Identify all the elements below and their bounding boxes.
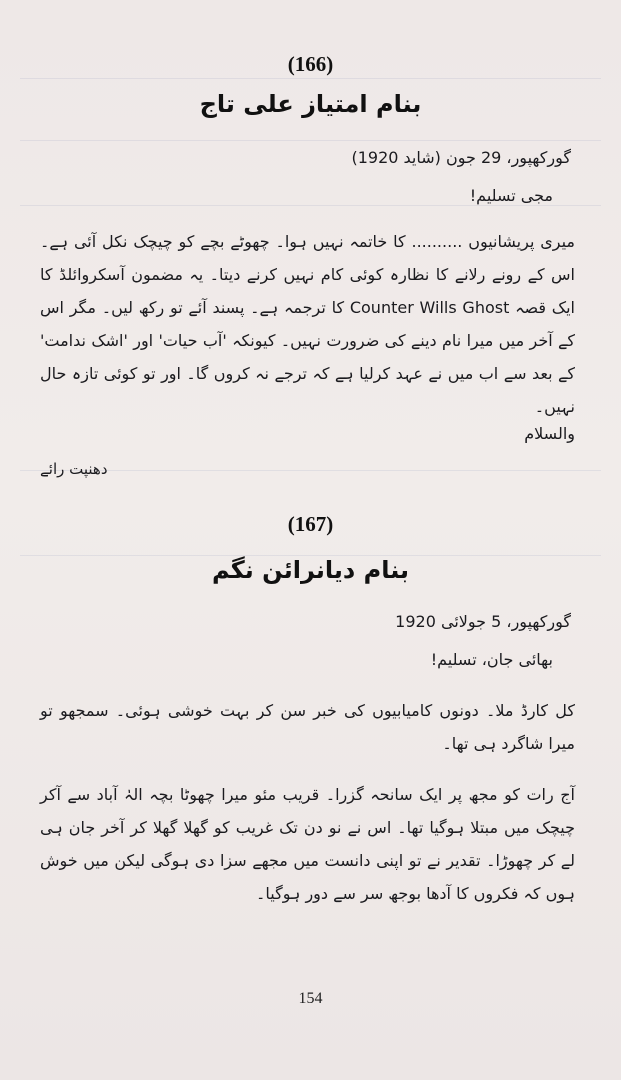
show-through-line xyxy=(20,140,601,142)
letter-number: (167) xyxy=(287,512,334,536)
letter-body xyxy=(40,778,575,910)
place-date: گورکھپور، 29 جون (شاید 1920) xyxy=(351,148,571,167)
place-date: گورکھپور، 5 جولائی 1920 xyxy=(395,612,571,631)
page-number: 154 xyxy=(298,990,323,1007)
show-through-line xyxy=(20,78,601,80)
salutation: بھائی جان، تسلیم! xyxy=(430,650,553,669)
paragraph: میری پریشانیوں .......... کا خاتمہ نہیں ہوا۔ چھوٹے بچے کو چیچک نکل آئی ہے۔ اس کے رونے رلانے کا نظارہ کوئی کام نہیں کرنے دیتا۔ یہ مضمون آسکروائلڈ کا ایک قصہ Counter Wills Ghost کا ترجمہ ہے۔ پسند آئے تو رکھ لیں۔ مگر اس کے آخر میں میرا نام دینے کی ضرورت نہیں۔ کیونکہ 'آب حیات' اور 'اشک ندامت' کے بعد سے اب میں نے عہد کرلیا ہے کہ ترجے نہ کروں گا۔ اور تو کوئی تازہ حال نہیں۔ xyxy=(40,232,576,416)
paragraph: آج رات کو مجھ پر ایک سانحہ گزرا۔ قریب مئو میرا چھوٹا بچہ الہٰ آباد سے آکر چیچک میں مبتلا ہوگیا تھا۔ اس نے نو دن تک غریب کو گھلا گھلا کر آخر جان ہی لے کر چھوڑا۔ تقدیر نے تو اپنی دانست میں مجھے سزا دی ہوگی لیکن میں خوش ہوں کہ فکروں کا آدھا بوجھ سر سے دور ہوگیا۔ xyxy=(40,785,575,903)
paragraph: کل کارڈ ملا۔ دونوں کامیابیوں کی خبر سن کر بہت خوشی ہوئی۔ سمجھو تو میرا شاگرد ہی تھا۔ xyxy=(40,701,575,753)
salutation: مجی تسلیم! xyxy=(469,186,553,205)
closing: والسلام xyxy=(524,424,575,443)
letter-heading: بنام دیانرائن نگم xyxy=(211,556,410,584)
signature: دھنپت رائے xyxy=(40,460,108,478)
letter-number: (166) xyxy=(287,52,334,76)
letter-heading: بنام امتیاز علی تاج xyxy=(199,90,422,118)
letter-body xyxy=(40,225,575,423)
letter-body xyxy=(40,694,575,760)
show-through-line xyxy=(20,205,601,207)
